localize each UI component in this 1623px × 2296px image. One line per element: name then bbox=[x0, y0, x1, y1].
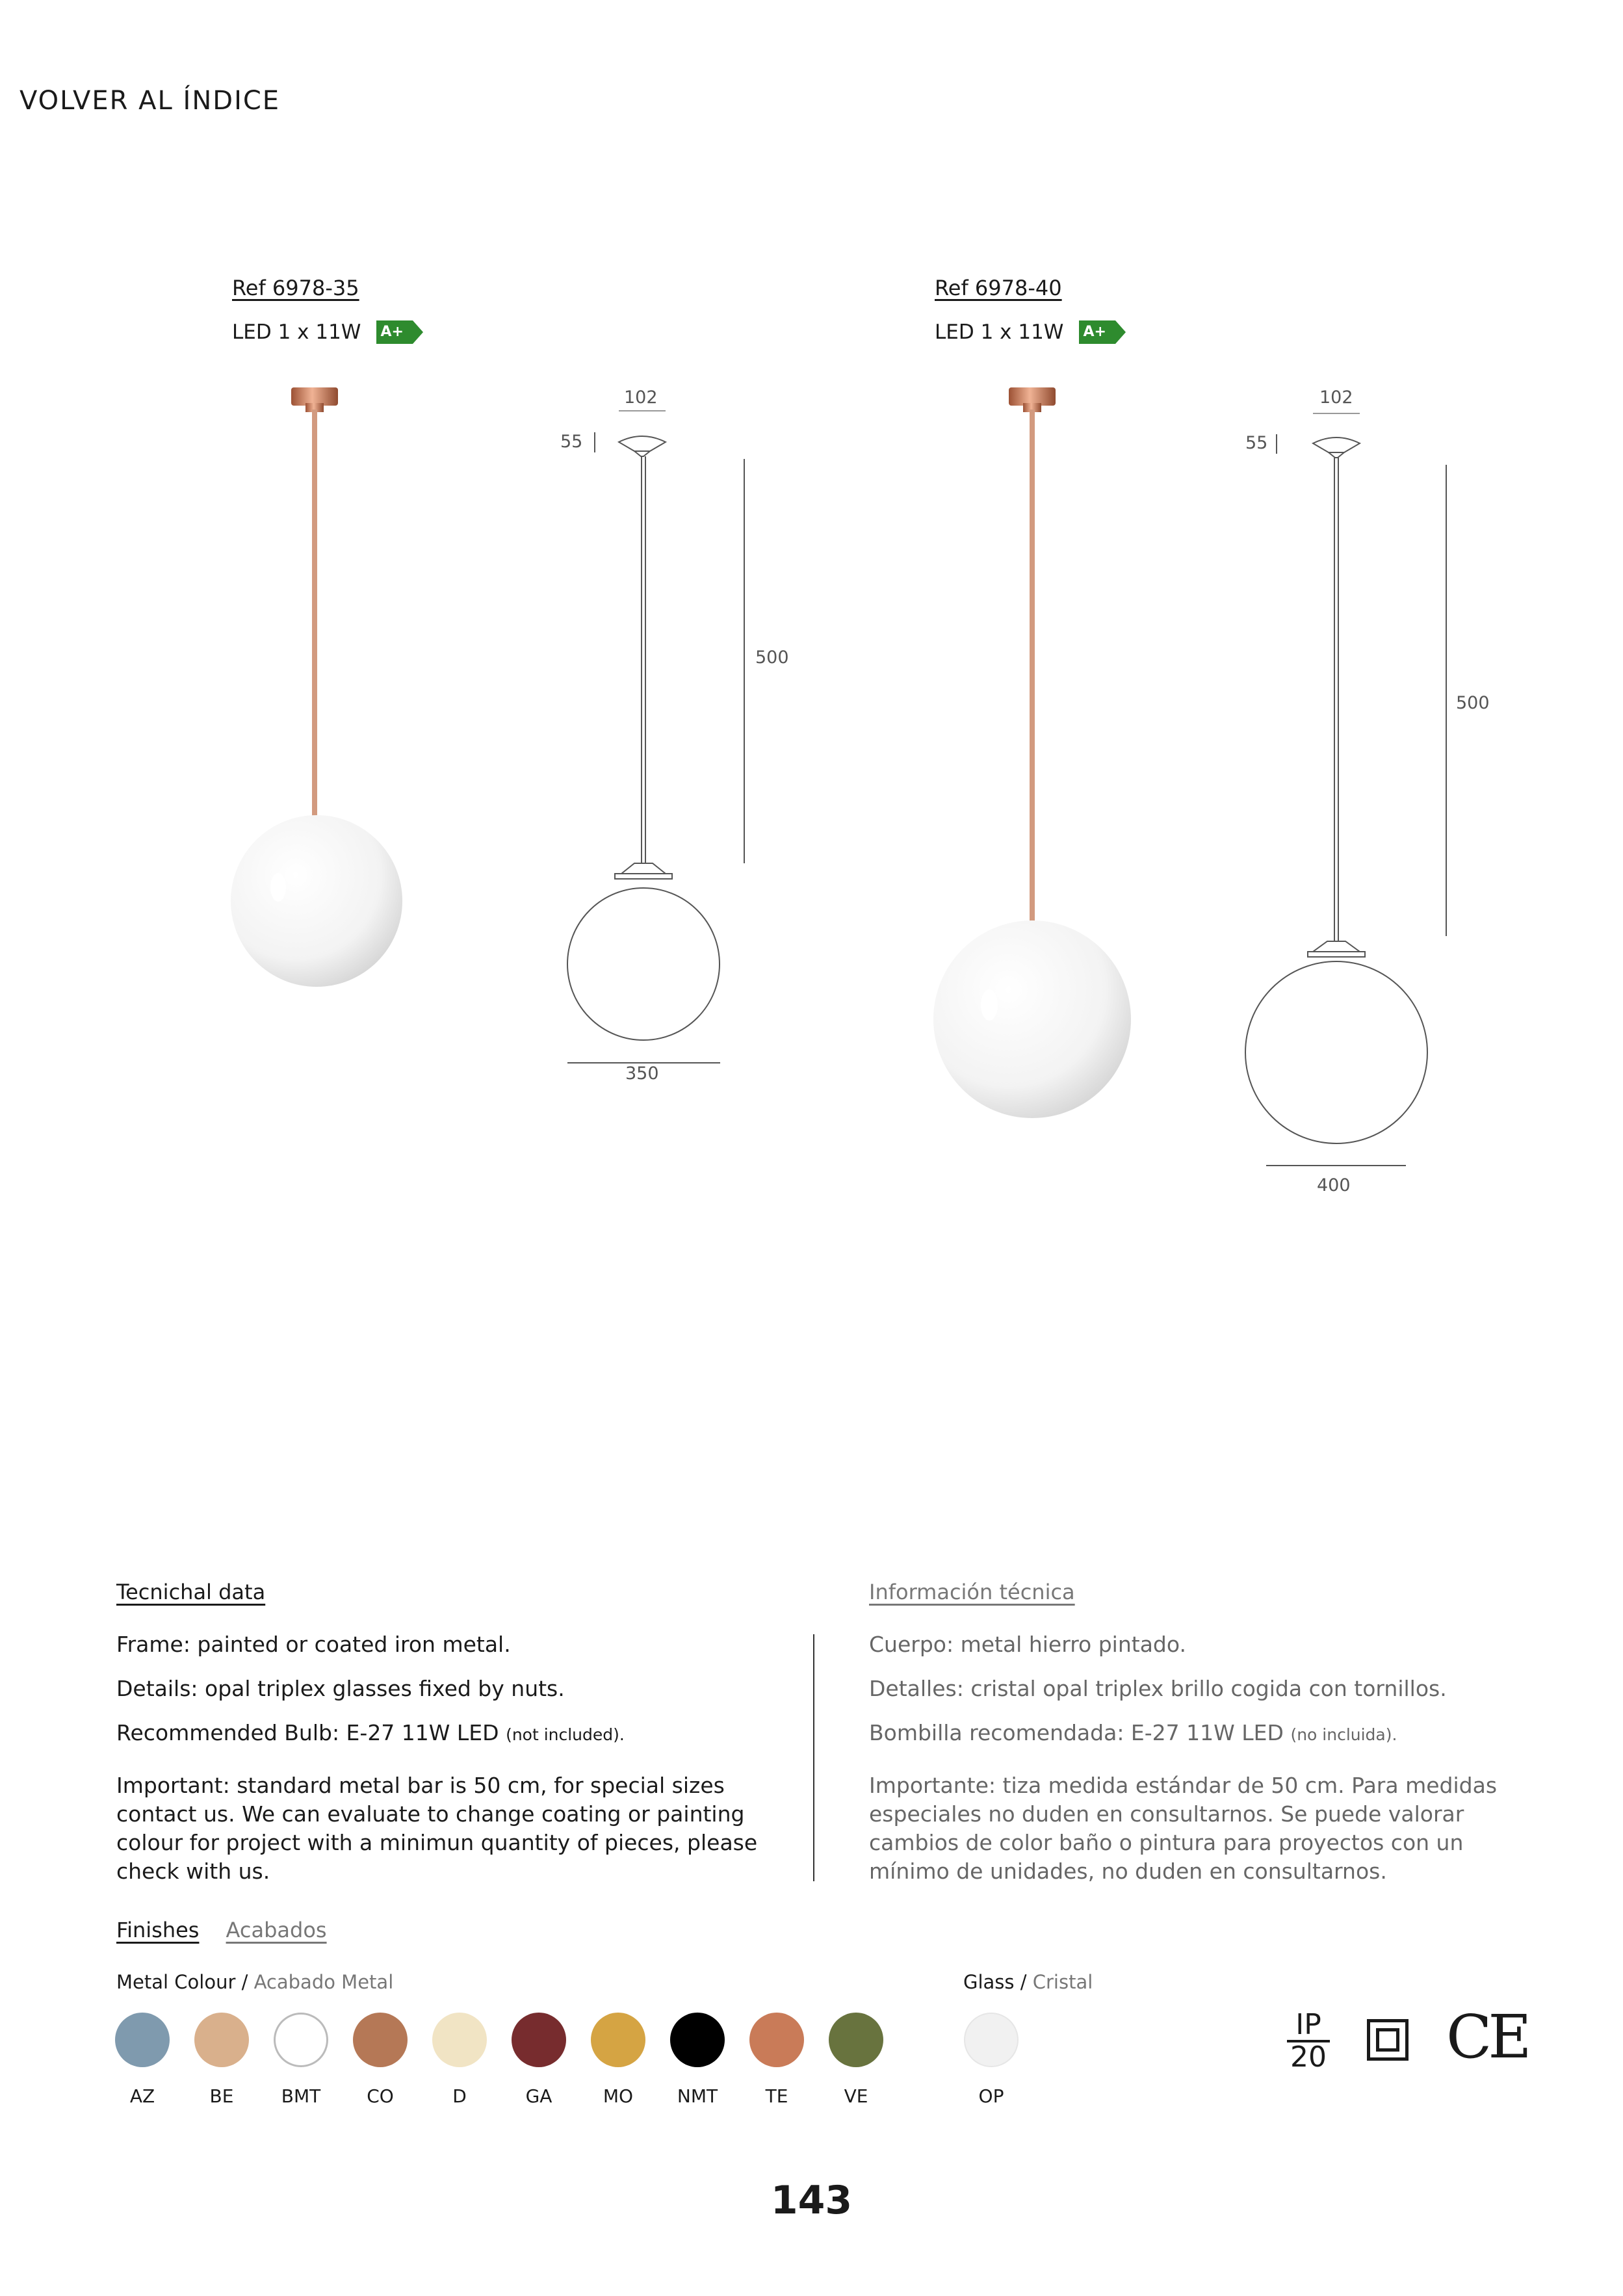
finish-swatch bbox=[261, 2013, 341, 2107]
column-divider bbox=[813, 1634, 814, 1881]
dim-bar-length: 500 bbox=[1456, 693, 1490, 713]
tech-title-en: Tecnichal data bbox=[116, 1580, 266, 1604]
swatch-color bbox=[749, 2013, 804, 2067]
product-led-spec bbox=[935, 320, 1126, 344]
swatch-color bbox=[353, 2013, 408, 2067]
class-ii-icon bbox=[1367, 2019, 1409, 2061]
dim-canopy-width: 102 bbox=[624, 387, 658, 408]
swatch-code: OP bbox=[978, 2085, 1004, 2107]
finish-swatch bbox=[420, 2013, 499, 2107]
page-number: 143 bbox=[770, 2178, 853, 2223]
dim-canopy-height: 55 bbox=[1245, 433, 1268, 453]
tech-bulb bbox=[116, 1719, 766, 1749]
glass-label-en: Glass / bbox=[963, 1971, 1027, 1993]
led-label: LED 1 x 11W bbox=[935, 320, 1064, 344]
tech-title-es: Información técnica bbox=[869, 1580, 1075, 1604]
swatch-color bbox=[115, 2013, 170, 2067]
dimension-drawing bbox=[1235, 377, 1495, 1229]
finish-swatch bbox=[658, 2013, 737, 2107]
metal-label-es: Acabado Metal bbox=[253, 1971, 394, 1993]
finish-swatch bbox=[737, 2013, 816, 2107]
swatch-color bbox=[194, 2013, 249, 2067]
swatch-code: MO bbox=[603, 2085, 634, 2107]
tech-bulb-note: (no incluida). bbox=[1290, 1725, 1397, 1744]
metal-colour-label bbox=[116, 1971, 393, 1993]
dim-globe-diameter: 400 bbox=[1317, 1175, 1351, 1195]
swatch-color bbox=[432, 2013, 487, 2067]
tech-data-es bbox=[869, 1630, 1519, 1886]
glass-swatches bbox=[952, 2013, 1031, 2107]
ce-mark-icon: CE bbox=[1446, 2002, 1528, 2072]
swatch-code: TE bbox=[765, 2085, 788, 2107]
lamp-photo bbox=[214, 377, 429, 988]
finishes-title bbox=[116, 1918, 327, 1942]
finish-swatch bbox=[341, 2013, 420, 2107]
tech-frame: Frame: painted or coated iron metal. bbox=[116, 1632, 511, 1657]
metal-swatches bbox=[103, 2013, 896, 2107]
finish-swatch bbox=[499, 2013, 578, 2107]
back-to-index-link[interactable]: VOLVER AL ÍNDICE bbox=[19, 86, 281, 116]
tech-data-en bbox=[116, 1630, 766, 1886]
dim-canopy-height: 55 bbox=[560, 432, 583, 452]
swatch-color bbox=[591, 2013, 645, 2067]
energy-class-text: A+ bbox=[380, 324, 404, 340]
swatch-code: NMT bbox=[677, 2085, 718, 2107]
energy-class-text: A+ bbox=[1083, 324, 1106, 340]
lamp-photo bbox=[923, 377, 1137, 1125]
energy-class-badge bbox=[1079, 320, 1126, 344]
finishes-title-en: Finishes bbox=[116, 1918, 200, 1942]
product-ref: Ref 6978-35 bbox=[232, 276, 359, 300]
product-led-spec bbox=[232, 320, 423, 344]
swatch-code: CO bbox=[367, 2085, 394, 2107]
finish-swatch bbox=[816, 2013, 896, 2107]
tech-bulb-text: Recommended Bulb: E-27 11W LED bbox=[116, 1720, 499, 1745]
dim-canopy-width: 102 bbox=[1319, 387, 1353, 408]
swatch-code: AZ bbox=[129, 2085, 155, 2107]
metal-label-en: Metal Colour / bbox=[116, 1971, 248, 1993]
finish-swatch bbox=[182, 2013, 261, 2107]
dim-bar-length: 500 bbox=[755, 647, 789, 668]
tech-details: Details: opal triplex glasses fixed by nuts. bbox=[116, 1676, 565, 1701]
glass-label-es: Cristal bbox=[1032, 1971, 1093, 1993]
tech-bulb-note: (not included). bbox=[506, 1725, 625, 1744]
finishes-title-es: Acabados bbox=[226, 1918, 327, 1942]
dimension-drawing bbox=[546, 377, 806, 1112]
tech-frame: Cuerpo: metal hierro pintado. bbox=[869, 1632, 1186, 1657]
swatch-color bbox=[274, 2013, 328, 2067]
finish-swatch bbox=[103, 2013, 182, 2107]
swatch-code: GA bbox=[525, 2085, 552, 2107]
ip-rating-bottom: 20 bbox=[1290, 2041, 1327, 2074]
tech-important: Important: standard metal bar is 50 cm, for special sizes contact us. We can evaluate to change coating or painting colour for project with a minimun quantity of pieces, please check with us. bbox=[116, 1773, 758, 1884]
tech-important: Importante: tiza medida estándar de 50 cm. Para medidas especiales no duden en consultarnos. Se puede valorar cambios de color baño o pintura para proyectos con un mínimo de unidades, no duden en consultarnos. bbox=[869, 1773, 1498, 1884]
glass-label bbox=[963, 1971, 1093, 1993]
product-ref: Ref 6978-40 bbox=[935, 276, 1062, 300]
tech-details: Detalles: cristal opal triplex brillo cogida con tornillos. bbox=[869, 1676, 1447, 1701]
swatch-color bbox=[964, 2013, 1019, 2067]
finish-swatch bbox=[578, 2013, 658, 2107]
swatch-color bbox=[512, 2013, 566, 2067]
swatch-code: D bbox=[452, 2085, 467, 2107]
swatch-color bbox=[829, 2013, 883, 2067]
swatch-code: VE bbox=[844, 2085, 868, 2107]
led-label: LED 1 x 11W bbox=[232, 320, 361, 344]
tech-bulb bbox=[869, 1719, 1519, 1749]
energy-class-badge bbox=[376, 320, 423, 344]
ip-rating-icon bbox=[1287, 2010, 1330, 2072]
ip-rating-top: IP bbox=[1287, 2010, 1330, 2042]
swatch-code: BE bbox=[209, 2085, 234, 2107]
finish-swatch bbox=[952, 2013, 1031, 2107]
swatch-code: BMT bbox=[281, 2085, 321, 2107]
tech-bulb-text: Bombilla recomendada: E-27 11W LED bbox=[869, 1720, 1284, 1745]
swatch-color bbox=[670, 2013, 725, 2067]
dim-globe-diameter: 350 bbox=[625, 1063, 659, 1084]
